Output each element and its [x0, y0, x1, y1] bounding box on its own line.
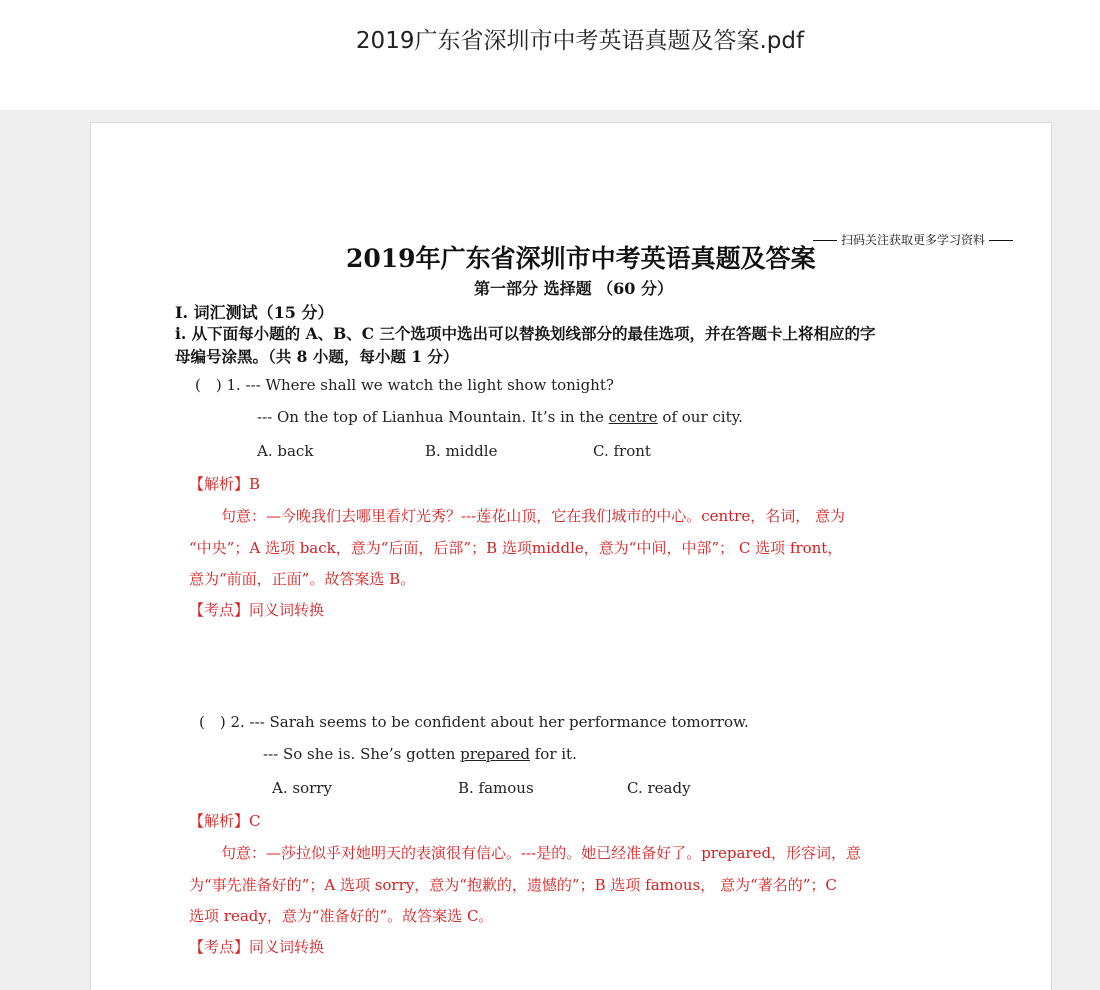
pdf-page [90, 122, 1052, 990]
part-title: 第一部分 选择题 （60 分） [474, 279, 673, 298]
dash-right [989, 240, 1013, 242]
paper-title: 2019年广东省深圳市中考英语真题及答案 [346, 244, 816, 273]
viewer-header [0, 0, 1100, 110]
dash-left [813, 240, 837, 242]
q1-reply: --- On the top of Lianhua Mountain. It’s in the centre of our city. [257, 408, 743, 426]
q2-option-b: B. famous [458, 779, 534, 797]
q2-option-c: C. ready [627, 779, 691, 797]
q2-explain-line-3: 选项 ready，意为“准备好的”。故答案选 C。 [189, 907, 494, 925]
q1-analysis: 【解析】B [189, 475, 261, 493]
instruction-line-2: 母编号涂黑。（共 8 小题，每小题 1 分） [175, 347, 459, 366]
q2-stem: ( ) 2. --- Sarah seems to be confident about her performance tomorrow. [199, 713, 749, 731]
q2-explain-line-1: 句意：—莎拉似乎对她明天的表演很有信心。---是的。她已经准备好了。prepared，形容词，意 [221, 844, 862, 862]
q1-explain-line-2: “中央”；A 选项 back，意为“后面，后部”；B 选项middle，意为“中间，中部”； C 选项 front， [189, 539, 843, 557]
q2-point: 【考点】同义词转换 [189, 938, 325, 956]
q2-underlined-word: prepared [460, 745, 530, 763]
q1-explain-line-3: 意为“前面，正面”。故答案选 B。 [189, 570, 416, 588]
section-heading: I. 词汇测试（15 分） [175, 303, 334, 322]
side-note: 扫码关注获取更多学习资料 [809, 231, 1017, 248]
q1-option-b: B. middle [425, 442, 498, 460]
q1-point: 【考点】同义词转换 [189, 601, 325, 619]
q2-analysis: 【解析】C [189, 812, 261, 830]
q1-option-c: C. front [593, 442, 651, 460]
document-viewer[interactable] [0, 110, 1100, 990]
q1-explain-line-1: 句意：—今晚我们去哪里看灯光秀？---莲花山顶，它在我们城市的中心。centre，名词， 意为 [221, 507, 845, 525]
document-filename: 2019广东省深圳市中考英语真题及答案.pdf [355, 28, 805, 54]
q1-stem: ( ) 1. --- Where shall we watch the light show tonight? [195, 376, 614, 394]
q1-underlined-word: centre [608, 408, 658, 426]
q2-explain-line-2: 为“事先准备好的”；A 选项 sorry，意为“抱歉的，遗憾的”；B 选项 famous， 意为“著名的”；C [189, 876, 837, 894]
instruction-line-1: i. 从下面每小题的 A、B、C 三个选项中选出可以替换划线部分的最佳选项，并在答题卡上将相应的字 [175, 324, 876, 343]
q2-option-a: A. sorry [272, 779, 332, 797]
q1-option-a: A. back [257, 442, 314, 460]
q2-reply: --- So she is. She’s gotten prepared for it. [263, 745, 577, 763]
